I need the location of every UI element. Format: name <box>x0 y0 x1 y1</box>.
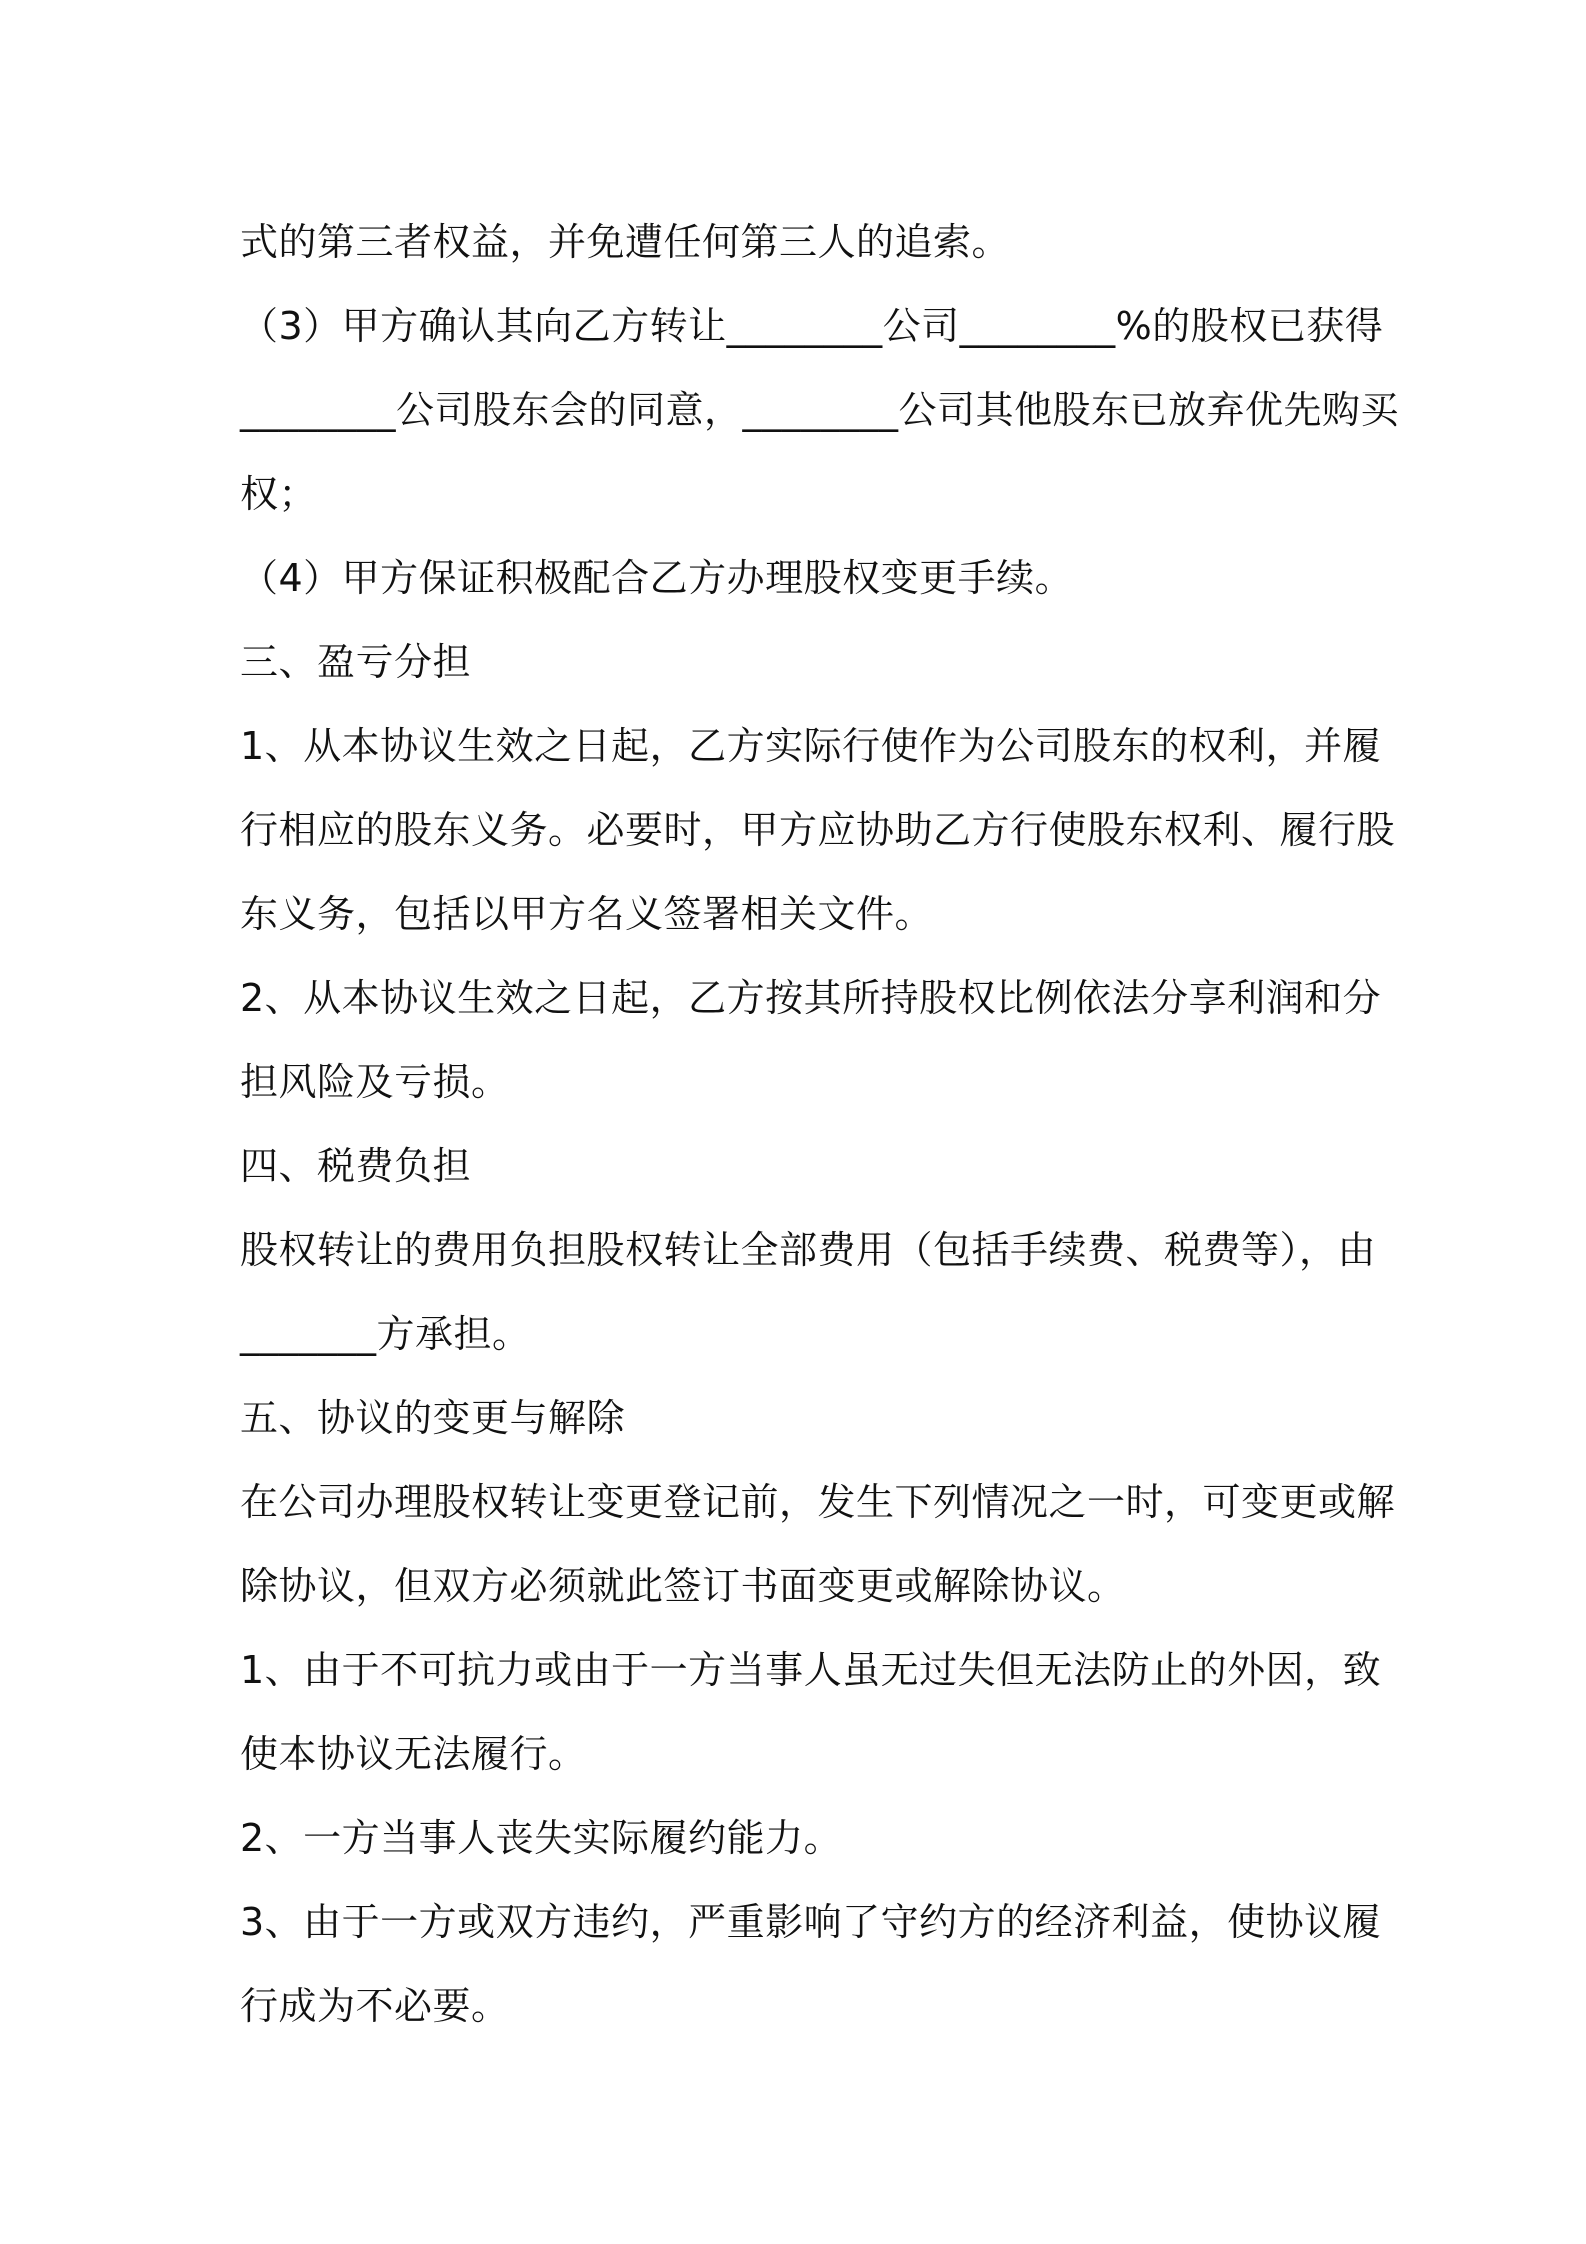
text-line: 东义务，包括以甲方名义签署相关文件。 <box>240 892 934 936</box>
text-line: 股权转让的费用负担股权转让全部费用（包括手续费、税费等），由 <box>240 1228 1377 1272</box>
text-line: 行成为不必要。 <box>240 1984 510 2028</box>
text-line: ________公司股东会的同意，________公司其他股东已放弃优先购买 <box>240 388 1400 432</box>
section-heading: 五、协议的变更与解除 <box>240 1396 626 1440</box>
text-line: 2、一方当事人丧失实际履约能力。 <box>240 1816 843 1860</box>
text-line: 除协议，但双方必须就此签订书面变更或解除协议。 <box>240 1564 1126 1608</box>
text-line: （3）甲方确认其向乙方转让________公司________%的股权已获得 <box>240 304 1384 348</box>
text-line: 行相应的股东义务。必要时，甲方应协助乙方行使股东权利、履行股 <box>240 808 1396 852</box>
text-line: 2、从本协议生效之日起，乙方按其所持股权比例依法分享利润和分 <box>240 976 1382 1020</box>
text-line: 3、由于一方或双方违约，严重影响了守约方的经济利益，使协议履 <box>240 1900 1382 1944</box>
text-line: 担风险及亏损。 <box>240 1060 510 1104</box>
section-heading: 三、盈亏分担 <box>240 640 472 684</box>
text-line: 使本协议无法履行。 <box>240 1732 587 1776</box>
text-line: 在公司办理股权转让变更登记前，发生下列情况之一时，可变更或解 <box>240 1480 1396 1524</box>
text-line: 权； <box>240 472 318 516</box>
text-line: 式的第三者权益，并免遭任何第三人的追索。 <box>240 220 1011 264</box>
text-line: 1、从本协议生效之日起，乙方实际行使作为公司股东的权利，并履 <box>240 724 1382 768</box>
section-heading: 四、税费负担 <box>240 1144 472 1188</box>
text-line: 1、由于不可抗力或由于一方当事人虽无过失但无法防止的外因，致 <box>240 1648 1382 1692</box>
document-body <box>240 200 1400 2048</box>
text-line: _______方承担。 <box>240 1312 531 1356</box>
text-line: （4）甲方保证积极配合乙方办理股权变更手续。 <box>240 556 1074 600</box>
